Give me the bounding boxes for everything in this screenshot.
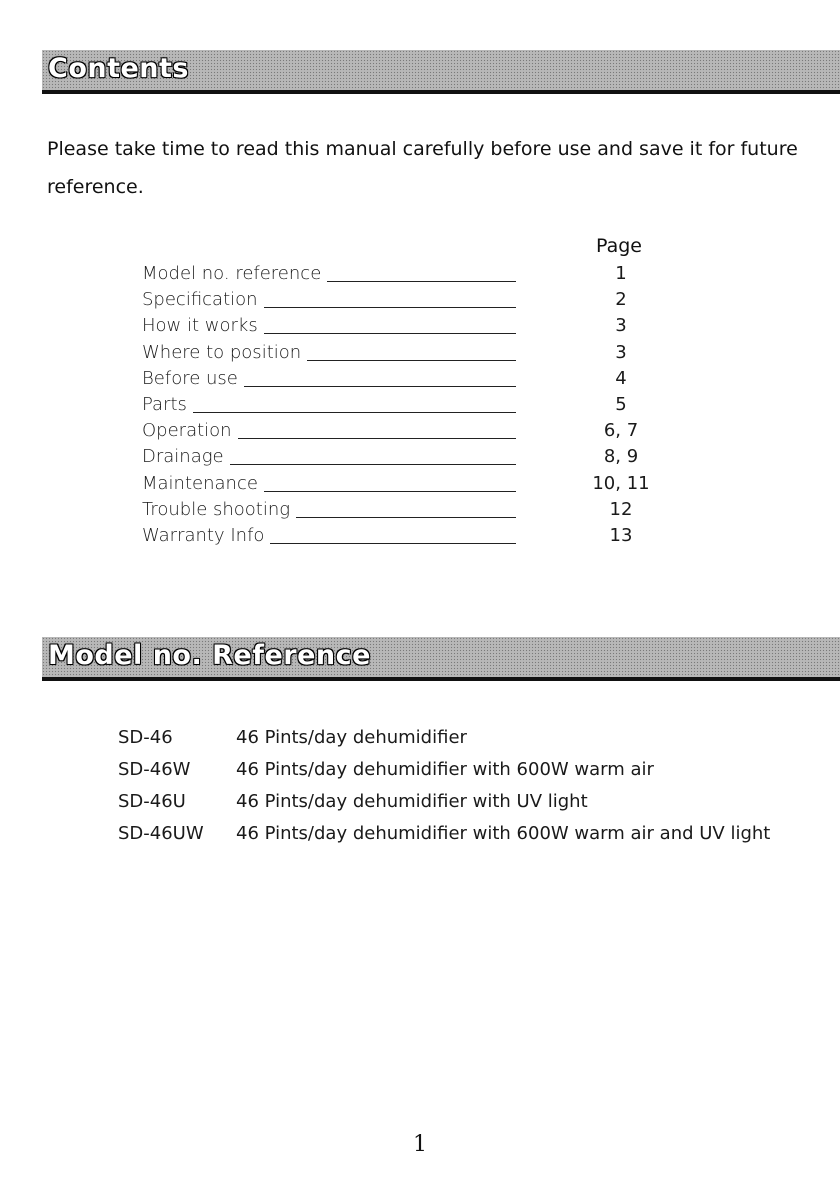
model-reference-heading: Model no. Reference: [48, 640, 371, 671]
model-description: 46 Pints/day dehumidifier with 600W warm air and UV light: [236, 823, 771, 844]
toc-leader-line: [193, 412, 516, 413]
page-column-header: Page: [596, 235, 642, 257]
toc-entry-label: Parts: [142, 394, 187, 415]
toc-entry-label: Operation: [142, 420, 232, 442]
toc-entry-label: Trouble shooting: [142, 498, 291, 520]
model-reference-header-band: [42, 637, 840, 681]
toc-entry-page: 13: [609, 525, 633, 546]
toc-entry: [0, 523, 840, 549]
toc-leader-line: [296, 517, 516, 518]
intro-text: Please take time to read this manual carefully before use and save it for future reference.: [47, 138, 798, 198]
toc-leader-line: [264, 333, 516, 334]
toc-leader-line: [307, 360, 516, 361]
toc-entry: [0, 392, 840, 418]
toc-leader-line: [327, 281, 516, 282]
toc-entry-page: 4: [615, 367, 627, 389]
model-code: SD-46W: [118, 759, 191, 780]
toc-leader-line: [264, 491, 516, 492]
toc-entry-page: 1: [615, 263, 627, 284]
toc-entry: [0, 444, 840, 470]
model-description: 46 Pints/day dehumidifier with UV light: [236, 791, 588, 812]
toc-entry-page: 6, 7: [603, 420, 639, 442]
toc-entry-page: 3: [615, 315, 627, 337]
toc-entry: [0, 287, 840, 313]
toc-entry-label: Warranty Info: [142, 525, 265, 546]
model-code: SD-46UW: [118, 823, 204, 844]
contents-header-band: [42, 50, 840, 94]
toc-entry: [0, 261, 840, 287]
toc-entry-label: Specification: [142, 289, 258, 311]
toc-entry-page: 3: [615, 341, 627, 363]
toc-entry-label: Maintenance: [142, 472, 258, 494]
toc-entry-page: 2: [615, 289, 627, 311]
toc-entry-label: How it works: [142, 315, 258, 337]
toc-leader-line: [270, 543, 516, 544]
toc-entry: [0, 418, 840, 444]
toc-entry-page: 5: [615, 394, 627, 415]
toc-entry-page: 10, 11: [592, 472, 650, 494]
contents-heading: Contents: [48, 53, 190, 84]
toc-entry: [0, 340, 840, 366]
toc-leader-line: [238, 438, 516, 439]
toc-entry-label: Where to position: [142, 341, 302, 363]
page-number: 1: [413, 1132, 427, 1157]
toc-leader-line: [230, 464, 516, 465]
toc-entry: [0, 471, 840, 497]
model-description: 46 Pints/day dehumidifier with 600W warm air: [236, 759, 654, 780]
toc-entry: [0, 366, 840, 392]
model-code: SD-46U: [118, 791, 186, 812]
toc-entry-label: Before use: [142, 367, 238, 389]
model-description: 46 Pints/day dehumidifier: [236, 727, 467, 748]
toc-entry-label: Model no. reference: [142, 263, 322, 284]
toc-entry-page: 8, 9: [603, 446, 639, 468]
toc-leader-line: [244, 386, 516, 387]
toc-leader-line: [264, 307, 516, 308]
toc-entry-page: 12: [609, 498, 633, 520]
toc-entry: [0, 497, 840, 523]
toc-entry-label: Drainage: [142, 446, 224, 468]
toc-entry: [0, 313, 840, 339]
model-code: SD-46: [118, 727, 173, 748]
